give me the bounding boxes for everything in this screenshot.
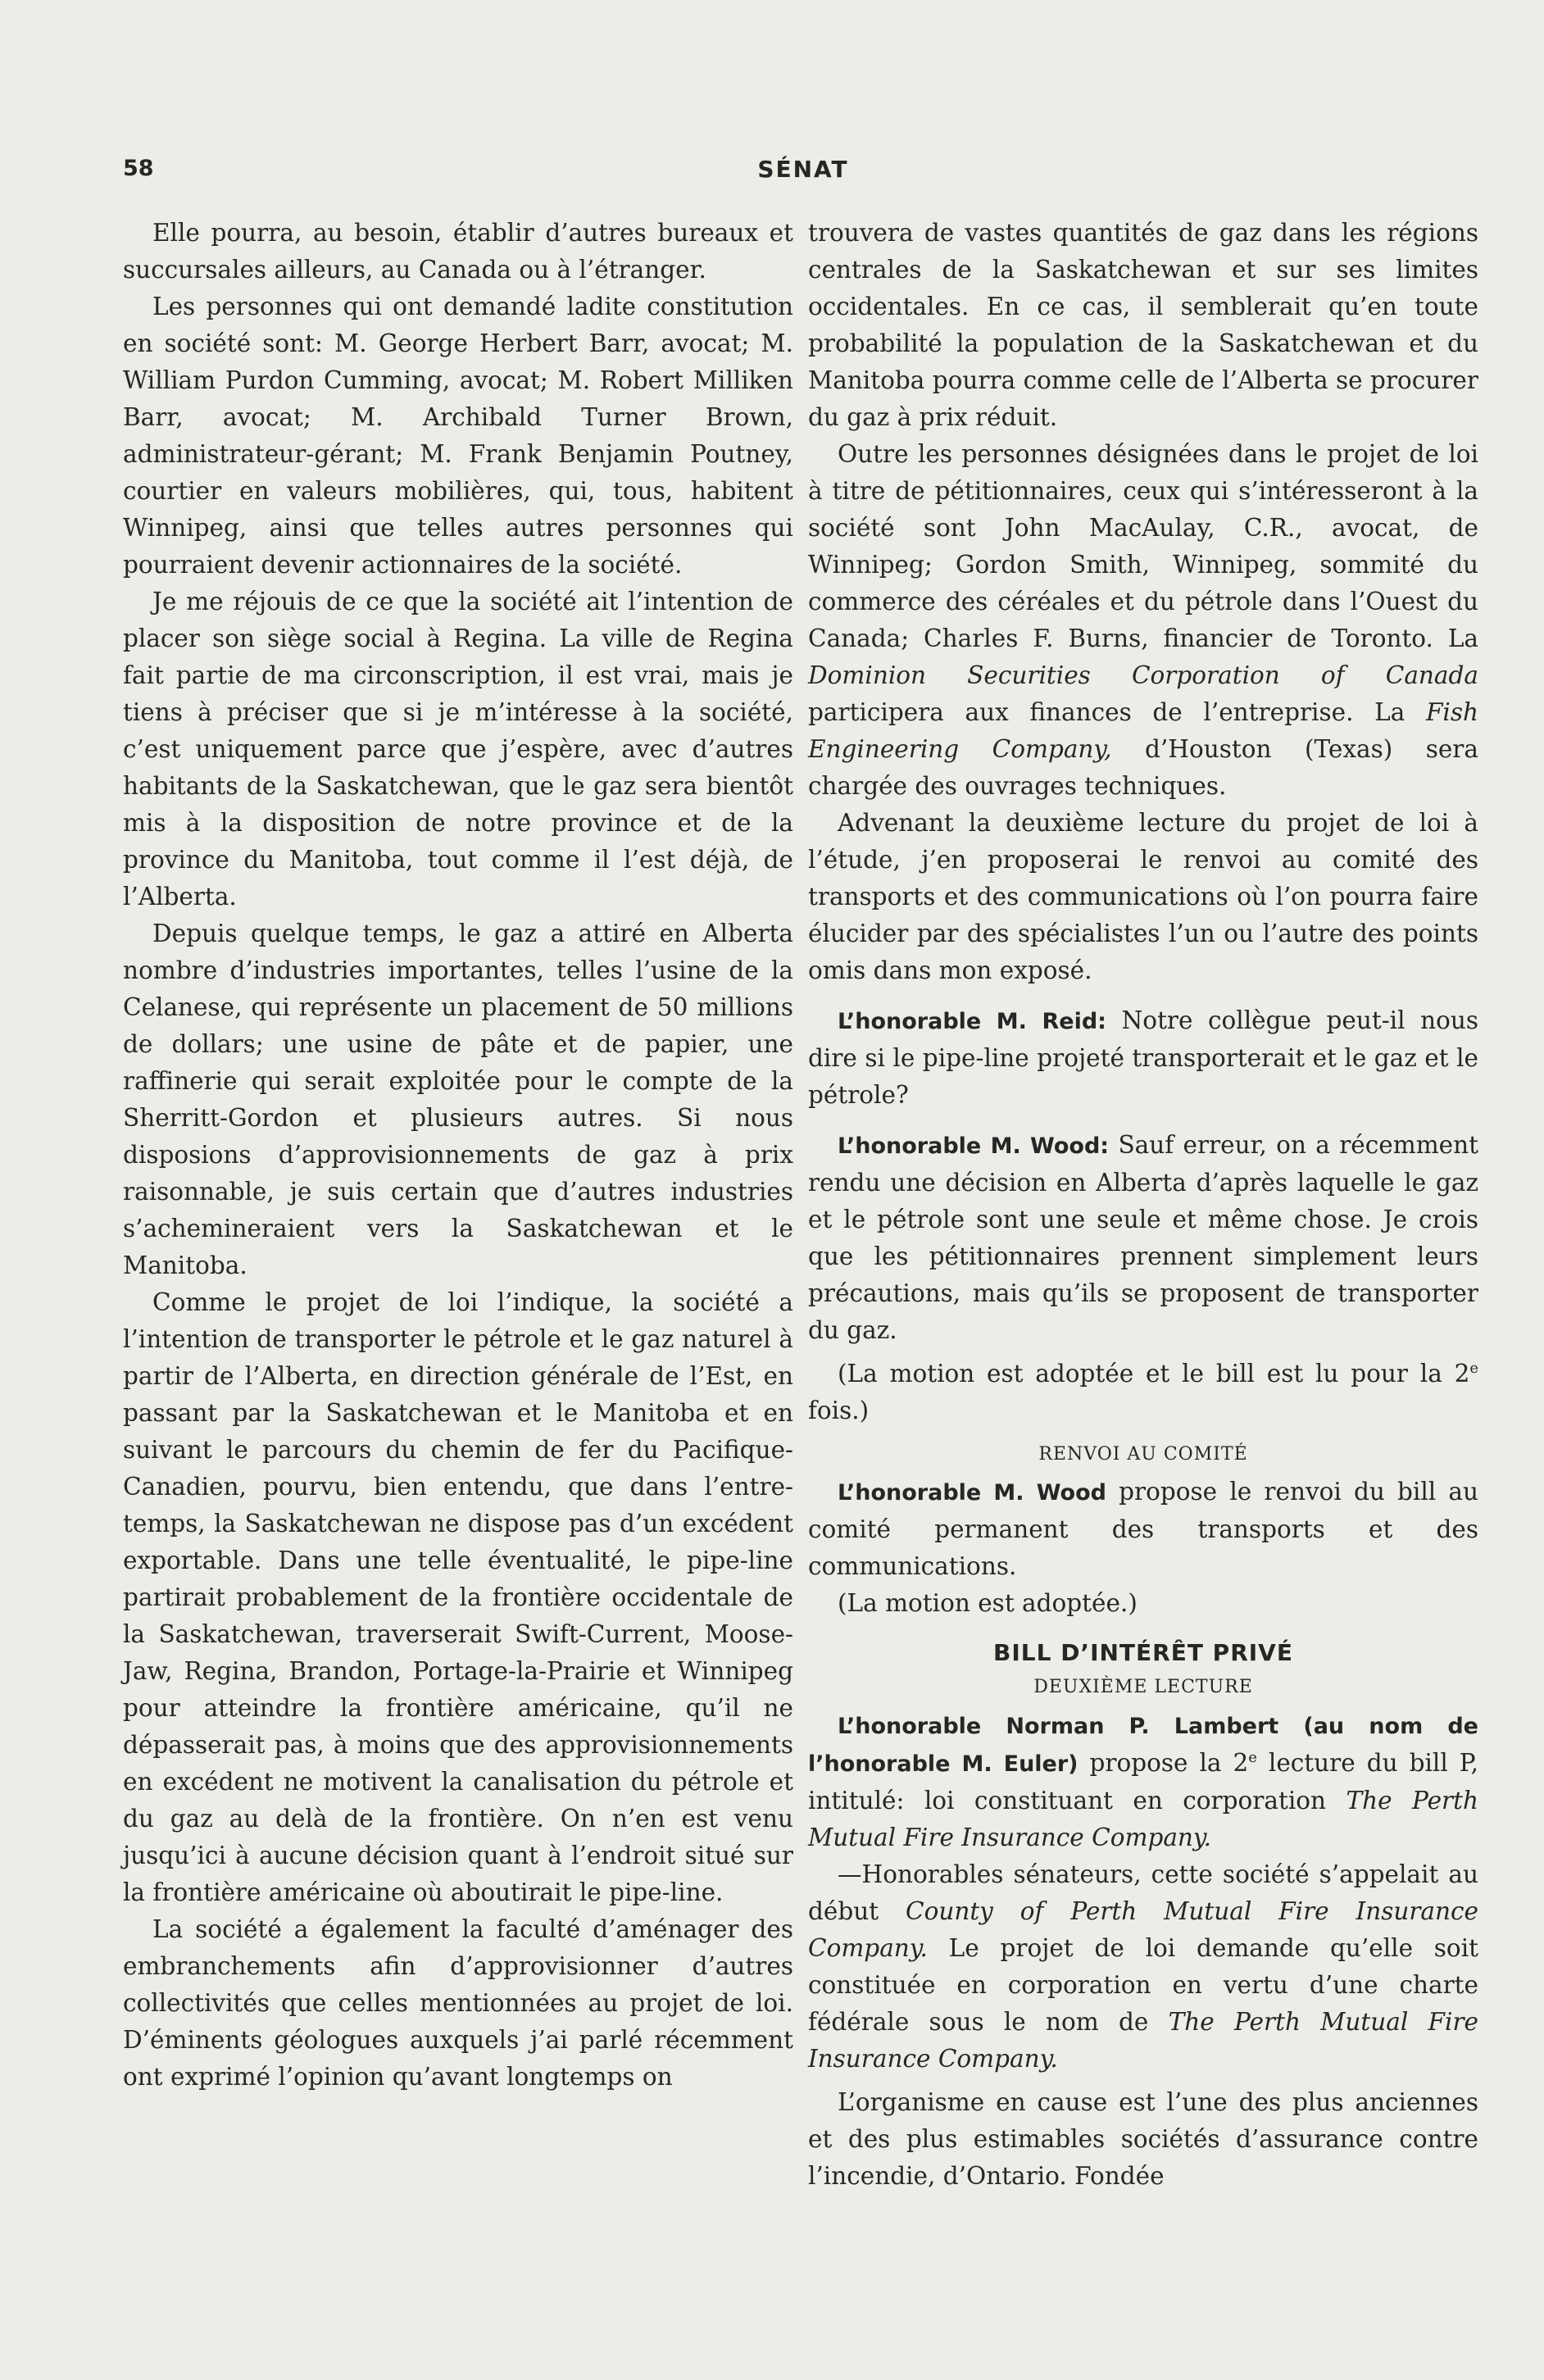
paragraph: Les personnes qui ont demandé ladite constitution en société sont: M. George Herbert Barr, avocat; M. William Purdon Cumming, avocat; M. Robert Milliken Barr, avocat; M. Archibald Turner Brown, administrateur-gérant; M. Frank Benjamin Poutney, courtier en valeurs mobilières, qui, tous, habitent Winnipeg, ainsi que telles autres personnes qui pourraient devenir actionnaires de la société. [123, 293, 793, 579]
italic-title: County of Perth Mutual Fire Insurance Company. [808, 1897, 1479, 1962]
paragraph [808, 1856, 1478, 2078]
motion-note: (La motion est adoptée.) [838, 1589, 1138, 1617]
section-heading-bold: BILL D’INTÉRÊT PRIVÉ [993, 1639, 1293, 1666]
text: d’Houston (Texas) sera chargée des ouvrages techniques. [808, 735, 1478, 800]
paragraph: Advenant la deuxième lecture du projet de loi à l’étude, j’en proposerai le renvoi au comité des transports et des communications où l’on pourra faire élucider par des spécialistes l’un ou l’autre des points omis dans mon exposé. [808, 809, 1478, 984]
page-header [123, 156, 1483, 197]
speech-lambert [808, 1707, 1478, 1856]
italic-title: The Perth Mutual Fire Insurance Company. [808, 1787, 1478, 1851]
speaker-name: L’honorable M. Reid: [838, 1009, 1106, 1034]
text: fois.) [808, 1397, 870, 1424]
text: —Honorables sénateurs, cette société s’appelait au début [808, 1860, 1478, 1925]
speech-reid [808, 1002, 1478, 1114]
text: lecture du bill P, intitulé: loi constituant en corporation [808, 1749, 1478, 1815]
running-title: SÉNAT [757, 156, 849, 183]
speaker-name: L’honorable M. Wood: [838, 1133, 1110, 1159]
paragraph [808, 436, 1478, 805]
italic-title: The Perth Mutual Fire Insurance Company. [808, 2008, 1478, 2073]
paragraph: La société a également la faculté d’aménager des embranchements afin d’approvisionner d’autres collectivités que celles mentionnées au projet de loi. D’éminents géologues auxquels j’ai parlé récemment ont exprimé l’opinion qu’avant longtemps on [123, 1915, 793, 2091]
speech-text: Sauf erreur, on a récemment rendu une décision en Alberta d’après laquelle le gaz et le pétrole sont une seule et même chose. Je crois que les pétitionnaires prennent simplement leurs précautions, mais qu’ils se proposent de transporter du gaz. [808, 1131, 1478, 1344]
text: participera aux finances de l’entreprise. La [808, 698, 1426, 726]
italic-title: Dominion Securities Corporation of Canada [808, 661, 1478, 689]
superscript: e [1248, 1749, 1257, 1767]
speech-wood-referral [808, 1474, 1478, 1585]
paragraph: Depuis quelque temps, le gaz a attiré en Alberta nombre d’industries importantes, telles l’usine de la Celanese, qui représente un placement de 50 millions de dollars; une usine de pâte et de papier, une raffinerie qui serait exploitée pour le compte de la Sherritt-Gordon et plusieurs autres. Si nous disposions d’approvisionnements de gaz à prix raisonnable, je suis certain que d’autres industries s’achemineraient vers la Saskatchewan et le Manitoba. [123, 920, 793, 1279]
subsection-heading: DEUXIÈME LECTURE [1033, 1677, 1253, 1697]
speech-wood [808, 1127, 1478, 1349]
section-heading: RENVOI AU COMITÉ [1038, 1444, 1248, 1465]
text: propose la 2 [1078, 1749, 1249, 1777]
paragraph: Comme le projet de loi l’indique, la société a l’intention de transporter le pétrole et le gaz naturel à partir de l’Alberta, en direction générale de l’Est, en passant par la Saskatchewan et le Manitoba et en suivant le parcours du chemin de fer du Pacifique-Canadien, pourvu, bien entendu, que dans l’entre-temps, la Saskatchewan ne dispose pas d’un excédent exportable. Dans une telle éventualité, le pipe-line partirait probablement de la frontière occidentale de la Saskatchewan, traverserait Swift-Current, Moose-Jaw, Regina, Brandon, Portage-la-Prairie et Winnipeg pour atteindre la frontière américaine, qu’il ne dépasserait pas, à moins que des approvisionnements en excédent ne motivent la canalisation du pétrole et du gaz au delà de la frontière. On n’en est venu jusqu’ici à aucune décision quant à l’endroit situé sur la frontière américaine où aboutirait le pipe-line. [123, 1288, 793, 1906]
paragraph: L’organisme en cause est l’une des plus anciennes et des plus estimables sociétés d’assurance contre l’incendie, d’Ontario. Fondée [808, 2088, 1478, 2190]
page-number: 58 [123, 156, 154, 181]
motion-note [808, 1356, 1478, 1429]
superscript: e [1469, 1360, 1478, 1378]
text: Le projet de loi demande qu’elle soit constituée en corporation en vertu d’une charte fédérale sous le nom de [808, 1934, 1478, 2036]
speech-text: propose le renvoi du bill au comité permanent des transports et des communications. [808, 1478, 1478, 1580]
paragraph: Elle pourra, au besoin, établir d’autres bureaux et succursales ailleurs, au Canada ou à l’étranger. [123, 219, 793, 284]
left-column [123, 215, 793, 2096]
speaker-name: L’honorable Norman P. Lambert (au nom de l’honorable M. Euler) [808, 1714, 1478, 1777]
speech-text: Notre collègue peut-il nous dire si le pipe-line projeté transporterait et le gaz et le pétrole? [808, 1006, 1478, 1109]
right-column [808, 215, 1478, 2195]
paragraph: trouvera de vastes quantités de gaz dans les régions centrales de la Saskatchewan et sur ses limites occidentales. En ce cas, il semblerait qu’en toute probabilité la population de la Saskatchewan et du Manitoba pourra comme celle de l’Alberta se procurer du gaz à prix réduit. [808, 219, 1478, 431]
text: Outre les personnes désignées dans le projet de loi à titre de pétitionnaires, ceux qui s’intéresseront à la société sont John MacAulay, C.R., avocat, de Winnipeg; Gordon Smith, Winnipeg, sommité du commerce des céréales et du pétrole dans l’Ouest du Canada; Charles F. Burns, financier de Toronto. La [808, 440, 1478, 652]
italic-title: Fish Engineering Company, [808, 698, 1478, 763]
text: (La motion est adoptée et le bill est lu pour la 2 [838, 1360, 1470, 1388]
paragraph: Je me réjouis de ce que la société ait l’intention de placer son siège social à Regina. La ville de Regina fait partie de ma circonscription, il est vrai, mais je tiens à préciser que si je m’intéresse à la société, c’est uniquement parce que j’espère, avec d’autres habitants de la Saskatchewan, que le gaz sera bientôt mis à la disposition de notre province et de la province du Manitoba, tout comme il l’est déjà, de l’Alberta. [123, 588, 793, 911]
speaker-name: L’honorable M. Wood [838, 1480, 1106, 1506]
